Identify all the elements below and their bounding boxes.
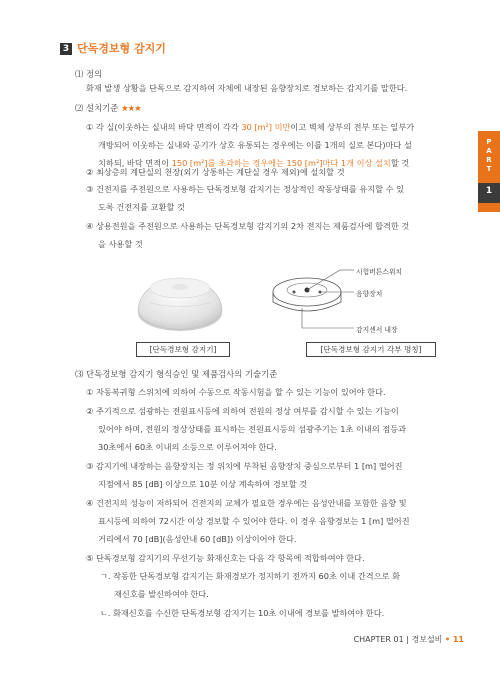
s3-item2	[86, 402, 476, 456]
s3-item3	[86, 457, 476, 493]
s2-item2: ② 최상층의 계단실의 천장(외기 상통하는 계단실 경우 제외)에 설치할 것	[86, 167, 345, 177]
s3-item3-line1: ③ 감지기에 내장하는 음향장치는 정 위치에 부착된 음향장치 중심으로부터 1 [m] 떨어진	[86, 461, 403, 471]
s3-item5a-line1: ㄱ. 작동한 단독경보형 감지기는 화재경보가 정지하기 전까지 60초 이내 간격으로 화	[100, 571, 401, 581]
part-letter: T	[486, 165, 492, 173]
part-tab-letters	[478, 138, 500, 174]
figure-caption-left: [단독경보형 감지기]	[136, 342, 230, 357]
part-letter: P	[486, 138, 492, 146]
s3-item4-line2: 표시등에 의하여 72시간 이상 경보할 수 있어야 한다. 이 경우 음향경보는 1 [m] 떨어진	[98, 516, 410, 526]
s2-heading-text: ⑵ 설치기준	[75, 103, 119, 113]
section-title: 단독경보형 감지기	[77, 42, 166, 55]
s3-heading: ⑶ 단독경보형 감지기 형식승인 및 제품검사의 기술기준	[75, 369, 278, 379]
page-footer: CHAPTER 01 | 경보설비 • 11	[353, 635, 464, 644]
s2-item1-line3: 치하되, 바닥 면적이 150 [m²]를 초과하는 경우에는 150 [m²]마다 1개 이상 설치할 것	[98, 158, 410, 168]
s2-heading	[75, 102, 141, 114]
s3-item1: ① 자동복귀형 스위치에 의하여 수동으로 작동시험을 할 수 있는 기능이 있어야 한다.	[86, 387, 386, 397]
s2-item4	[86, 217, 476, 253]
s3-item4	[86, 494, 476, 548]
s3-item2-line1: ② 주기적으로 섬광하는 전원표시등에 의하여 전원의 정상 여부를 감시할 수 있는 기능이	[86, 406, 399, 416]
s3-item5a	[100, 567, 480, 603]
label-sensor: 감지센서 내장	[356, 326, 398, 334]
s3-item5a-line2: 재신호를 발신하여야 한다.	[114, 589, 209, 599]
s3-item2-line3: 30초에서 60초 이내의 소등으로 이루어져야 한다.	[98, 442, 277, 452]
s3-item5: ⑤ 단독경보형 감지기의 무선기능 화재신호는 다음 각 항목에 적합하여야 한다.	[86, 553, 365, 563]
page-number: 11	[452, 635, 464, 644]
part-letter: R	[486, 156, 492, 164]
smoke-detector-photo	[130, 258, 230, 338]
importance-stars: ★★★	[121, 103, 141, 113]
s2-item4-line1: ④ 상용전원을 주전원으로 사용하는 단독경보형 감지기의 2차 전지는 제품검사에 합격한 것	[86, 221, 410, 231]
s3-item5b: ㄴ. 화재신호를 수신한 단독경보형 감지기는 10초 이내에 경보를 발하여야 한다.	[100, 608, 385, 618]
s1-heading: ⑴ 정의	[75, 69, 103, 79]
s2-item3-line1: ③ 건전지를 주전원으로 사용하는 단독경보형 감지기는 정상적인 작동상태를 유지할 수 있	[86, 184, 405, 194]
footer-chapter: CHAPTER 01	[353, 635, 404, 644]
label-sound-device: 음향장치	[356, 290, 383, 298]
s2-item1-line1: ① 각 실(이웃하는 실내의 바닥 면적이 각각 30 [m²] 미만이고 벽체 상부의 전부 또는 일부가	[86, 122, 415, 132]
figure-caption-right: [단독경보형 감지기 각부 명칭]	[306, 342, 436, 357]
s2-item3	[86, 180, 476, 216]
s1-body: 화재 발생 상황을 단독으로 감지하여 자체에 내장된 음향장치로 경보하는 감지기를 말한다.	[86, 83, 408, 93]
part-number: 1	[485, 186, 493, 196]
label-test-switch: 시험버튼스위치	[356, 268, 402, 276]
section-number: 3	[60, 43, 72, 55]
s3-item3-line2: 지점에서 85 [dB] 이상으로 10분 이상 계속하여 경보할 것	[98, 479, 308, 489]
s2-item4-line2: 을 사용할 것	[98, 239, 143, 249]
s3-item2-line2: 있어야 하며, 전원의 정상상태를 표시하는 전원표시등의 섬광주기는 1초 이내의 점등과	[98, 424, 407, 434]
footer-section: 경보설비	[411, 635, 443, 644]
s2-item3-line2: 도록 건전지를 교환할 것	[98, 202, 185, 212]
s2-item1-line2: 개방되어 이웃하는 실내와 공기가 상호 유통되는 경우에는 이를 1개의 실로 본다)마다 설	[98, 140, 412, 150]
s3-item4-line1: ④ 건전지의 성능이 저하되어 건전지의 교체가 필요한 경우에는 음성안내를 포함한 음향 및	[86, 498, 407, 508]
s3-item4-line3: 거리에서 70 [dB](음성안내 60 [dB]) 이상이어야 한다.	[98, 534, 297, 544]
part-letter: A	[486, 147, 492, 155]
